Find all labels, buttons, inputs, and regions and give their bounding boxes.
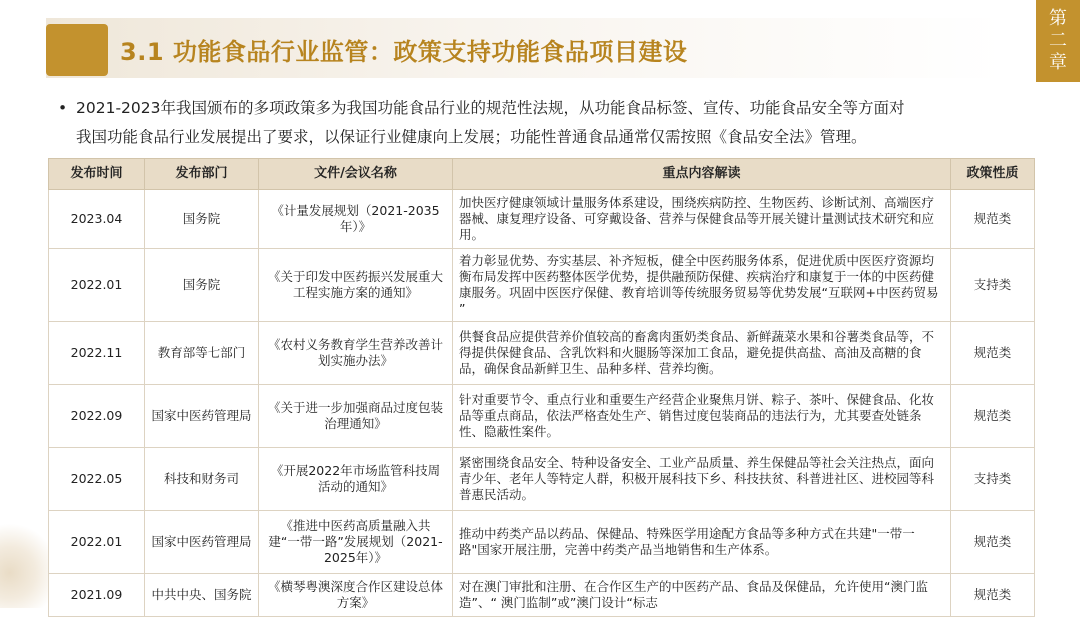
cell-content: 紧密围绕食品安全、特种设备安全、工业产品质量、养生保健品等社会关注热点，面向青少年、老年人等特定人群，积极开展科技下乡、科技扶贫、科普进社区、进校园等科普惠民活动。 [453, 448, 951, 511]
cell-content: 针对重要节令、重点行业和重要生产经营企业聚焦月饼、粽子、茶叶、保健食品、化妆品等重点商品，依法严格查处生产、销售过度包装商品的违法行为，尤其要查处链条性、隐蔽性案件。 [453, 385, 951, 448]
cell-doc: 《开展2022年市场监管科技周活动的通知》 [259, 448, 453, 511]
cell-date: 2023.04 [49, 190, 145, 249]
table-row [49, 190, 1035, 249]
cell-content: 着力彰显优势、夯实基层、补齐短板，健全中医药服务体系，促进优质中医医疗资源均衡布局发挥中医药整体医学优势，提供融预防保健、疾病治疗和康复于一体的中医药健康服务。巩固中医医疗保健、教育培训等传统服务贸易等优势发展“互联网+中医药贸易 ” [453, 249, 951, 322]
cell-type: 规范类 [951, 385, 1035, 448]
cell-doc: 《推进中医药高质量融入共建“一带一路”发展规划（2021-2025年）》 [259, 511, 453, 574]
cell-dept: 科技和财务司 [145, 448, 259, 511]
cell-content: 加快医疗健康领域计量服务体系建设，围绕疾病防控、生物医药、诊断试剂、高端医疗器械、康复理疗设备、可穿戴设备、营养与保健食品等开展关键计量测试技术研究和应用。 [453, 190, 951, 249]
table-row [49, 511, 1035, 574]
table-row [49, 574, 1035, 617]
table-row [49, 249, 1035, 322]
page-title: 3.1 功能食品行业监管：政策支持功能食品项目建设 [120, 38, 688, 66]
intro-paragraph [58, 94, 1038, 152]
chapter-char: 第 [1049, 8, 1067, 29]
chapter-char: 二 [1049, 30, 1067, 51]
cell-doc: 《关于进一步加强商品过度包装治理通知》 [259, 385, 453, 448]
table-row [49, 385, 1035, 448]
intro-line-1: 2021-2023年我国颁布的多项政策多为我国功能食品行业的规范性法规，从功能食品标签、宣传、功能食品安全等方面对 [76, 99, 905, 117]
cell-type: 支持类 [951, 448, 1035, 511]
intro-line-2: 我国功能食品行业发展提出了要求，以保证行业健康向上发展；功能性普通食品通常仅需按照《食品安全法》管理。 [76, 128, 867, 146]
cell-date: 2022.09 [49, 385, 145, 448]
cell-dept: 国务院 [145, 190, 259, 249]
column-header: 发布时间 [49, 159, 145, 190]
cell-content: 推动中药类产品以药品、保健品、特殊医学用途配方食品等多种方式在共建"一带一路"国家开展注册，完善中药类产品当地销售和生产体系。 [453, 511, 951, 574]
cell-date: 2022.11 [49, 322, 145, 385]
cell-dept: 国家中医药管理局 [145, 511, 259, 574]
cell-date: 2021.09 [49, 574, 145, 617]
cell-type: 规范类 [951, 190, 1035, 249]
chapter-char: 章 [1049, 52, 1067, 73]
decorative-pattern [0, 520, 48, 608]
cell-type: 规范类 [951, 511, 1035, 574]
cell-doc: 《农村义务教育学生营养改善计划实施办法》 [259, 322, 453, 385]
cell-content: 对在澳门审批和注册、在合作区生产的中医药产品、食品及保健品，允许使用“澳门监造”、“ 澳门监制”或”澳门设计“标志 [453, 574, 951, 617]
cell-type: 规范类 [951, 574, 1035, 617]
column-header: 重点内容解读 [453, 159, 951, 190]
column-header: 政策性质 [951, 159, 1035, 190]
cell-dept: 中共中央、国务院 [145, 574, 259, 617]
table-header-row [49, 159, 1035, 190]
cell-date: 2022.01 [49, 511, 145, 574]
bullet-icon: • [58, 99, 68, 117]
header-accent-block [46, 24, 108, 76]
cell-date: 2022.01 [49, 249, 145, 322]
table-row [49, 448, 1035, 511]
column-header: 发布部门 [145, 159, 259, 190]
column-header: 文件/会议名称 [259, 159, 453, 190]
table-row [49, 322, 1035, 385]
cell-dept: 教育部等七部门 [145, 322, 259, 385]
cell-date: 2022.05 [49, 448, 145, 511]
chapter-tag [1036, 0, 1080, 82]
cell-doc: 《计量发展规划（2021-2035年）》 [259, 190, 453, 249]
cell-content: 供餐食品应提供营养价值较高的畜禽肉蛋奶类食品、新鲜蔬菜水果和谷薯类食品等，不得提供保健食品、含乳饮料和火腿肠等深加工食品，避免提供高盐、高油及高糖的食品，确保食品新鲜卫生、品种多样、营养均衡。 [453, 322, 951, 385]
cell-type: 支持类 [951, 249, 1035, 322]
cell-dept: 国家中医药管理局 [145, 385, 259, 448]
cell-doc: 《横琴粤澳深度合作区建设总体方案》 [259, 574, 453, 617]
cell-doc: 《关于印发中医药振兴发展重大工程实施方案的通知》 [259, 249, 453, 322]
cell-dept: 国务院 [145, 249, 259, 322]
cell-type: 规范类 [951, 322, 1035, 385]
policy-table [48, 158, 1035, 617]
